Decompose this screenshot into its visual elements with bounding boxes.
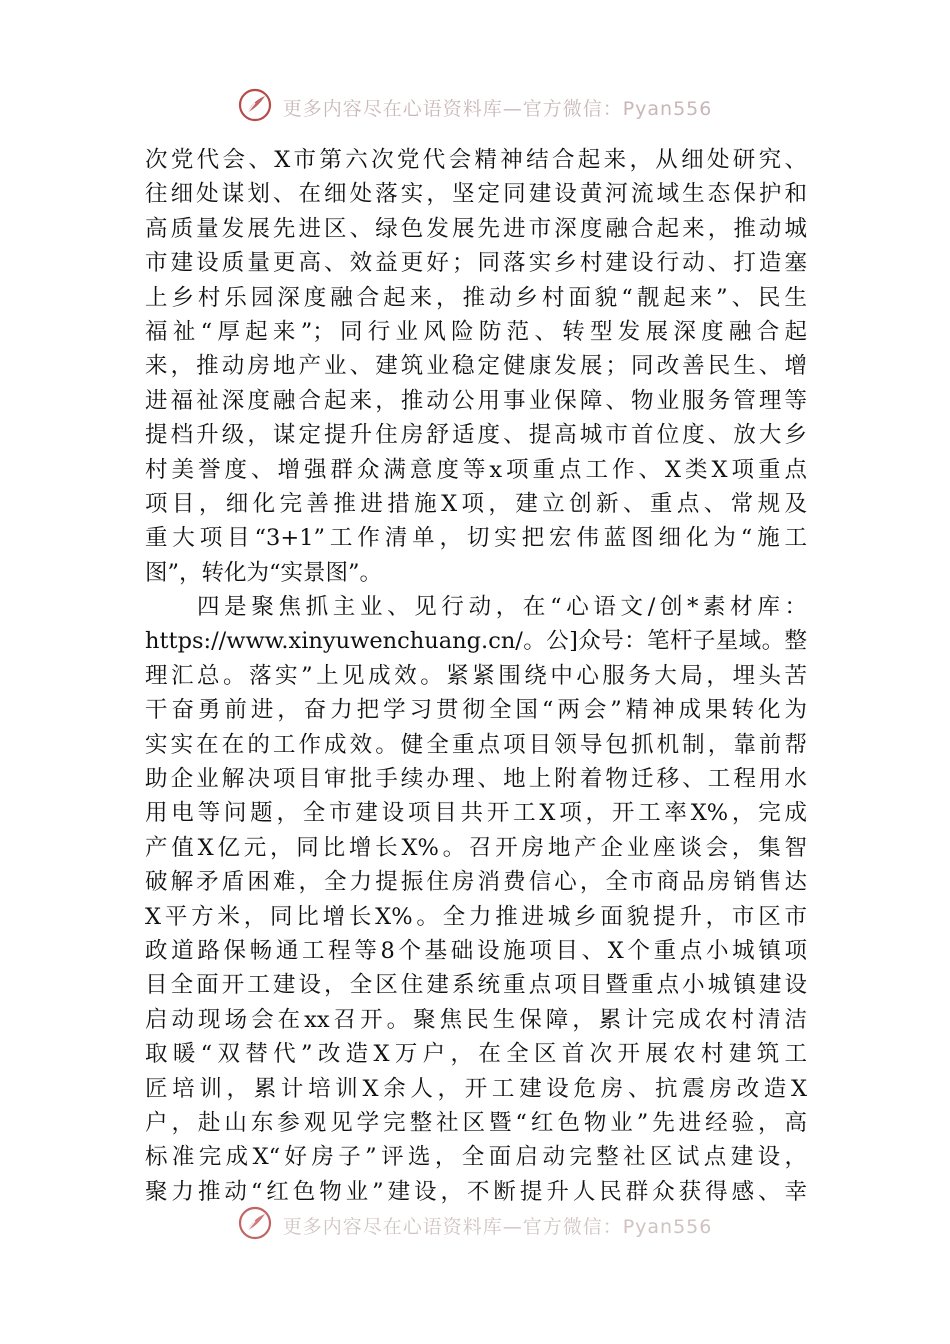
watermark-text: 更多内容尽在心语资料库—官方微信：Pyan556 [282, 1216, 713, 1238]
text-line: 用电等问题，全市建设项目共开工X项，开工率X%，完成 [145, 800, 807, 827]
feather-logo-icon [238, 88, 272, 127]
text-line: 产值X亿元，同比增长X%。召开房地产企业座谈会，集智 [145, 834, 807, 861]
paragraph [145, 143, 807, 590]
text-line: 助企业解决项目审批手续办理、地上附着物迁移、工程用水 [145, 766, 807, 793]
text-line: 市建设质量更高、效益更好；同落实乡村建设行动、打造塞 [145, 250, 807, 277]
text-line: X平方米，同比增长X%。全力推进城乡面貌提升，市区市 [145, 903, 807, 930]
text-line: 干奋勇前进，奋力把学习贯彻全国“两会”精神成果转化为 [145, 697, 807, 724]
text-line: 次党代会、X市第六次党代会精神结合起来，从细处研究、 [145, 147, 807, 173]
text-line: https://www.xinyuwenchuang.cn/。公]众号：笔杆子星域。整 [145, 628, 807, 655]
text-line: 重大项目“3+1”工作清单，切实把宏伟蓝图细化为“施工 [145, 525, 807, 552]
text-line: 实实在在的工作成效。健全重点项目领导包抓机制，靠前帮 [145, 731, 807, 758]
text-line: 图”，转化为“实景图”。 [145, 559, 383, 586]
text-line: 户，赴山东参观见学完整社区暨“红色物业”先进经验，高 [145, 1109, 807, 1136]
text-line: 目全面开工建设，全区住建系统重点项目暨重点小城镇建设 [145, 972, 807, 999]
header-watermark [0, 88, 950, 127]
text-line: 标准完成X“好房子”评选，全面启动完整社区试点建设， [145, 1144, 807, 1171]
text-line: 破解矛盾困难，全力提振住房消费信心，全市商品房销售达 [145, 869, 807, 896]
text-line: 四是聚焦抓主业、见行动，在“心语文/创*素材库： [197, 594, 807, 621]
text-line: 来，推动房地产业、建筑业稳定健康发展；同改善民生、增 [145, 353, 807, 380]
watermark-text: 更多内容尽在心语资料库—官方微信：Pyan556 [282, 98, 713, 120]
text-line: 理汇总。落实”上见成效。紧紧围绕中心服务大局，埋头苦 [145, 662, 807, 689]
footer-watermark [0, 1206, 950, 1245]
text-line: 进福祉深度融合起来，推动公用事业保障、物业服务管理等 [145, 387, 807, 414]
text-line: 聚力推动“红色物业”建设，不断提升人民群众获得感、幸 [145, 1178, 807, 1205]
text-line: 匠培训，累计培训X余人，开工建设危房、抗震房改造X [145, 1075, 807, 1102]
text-line: 村美誉度、增强群众满意度等x项重点工作、X类X项重点 [145, 456, 807, 483]
text-line: 项目，细化完善推进措施X项，建立创新、重点、常规及 [145, 490, 807, 517]
text-line: 取暖“双替代”改造X万户，在全区首次开展农村建筑工 [145, 1041, 807, 1068]
text-line: 政道路保畅通工程等8个基础设施项目、X个重点小城镇项 [145, 937, 807, 964]
text-line: 往细处谋划、在细处落实，坚定同建设黄河流域生态保护和 [145, 181, 807, 208]
text-line: 启动现场会在xx召开。聚焦民生保障，累计完成农村清洁 [145, 1006, 807, 1033]
text-line: 上乡村乐园深度融合起来，推动乡村面貌“靓起来”、民生 [145, 284, 807, 311]
text-line: 福祉“厚起来”；同行业风险防范、转型发展深度融合起 [145, 318, 807, 345]
text-line: 高质量发展先进区、绿色发展先进市深度融合起来，推动城 [145, 215, 807, 242]
text-line: 提档升级，谋定提升住房舒适度、提高城市首位度、放大乡 [145, 422, 807, 449]
body-text [145, 143, 807, 1219]
feather-logo-icon [238, 1206, 272, 1245]
paragraph [145, 590, 807, 1209]
